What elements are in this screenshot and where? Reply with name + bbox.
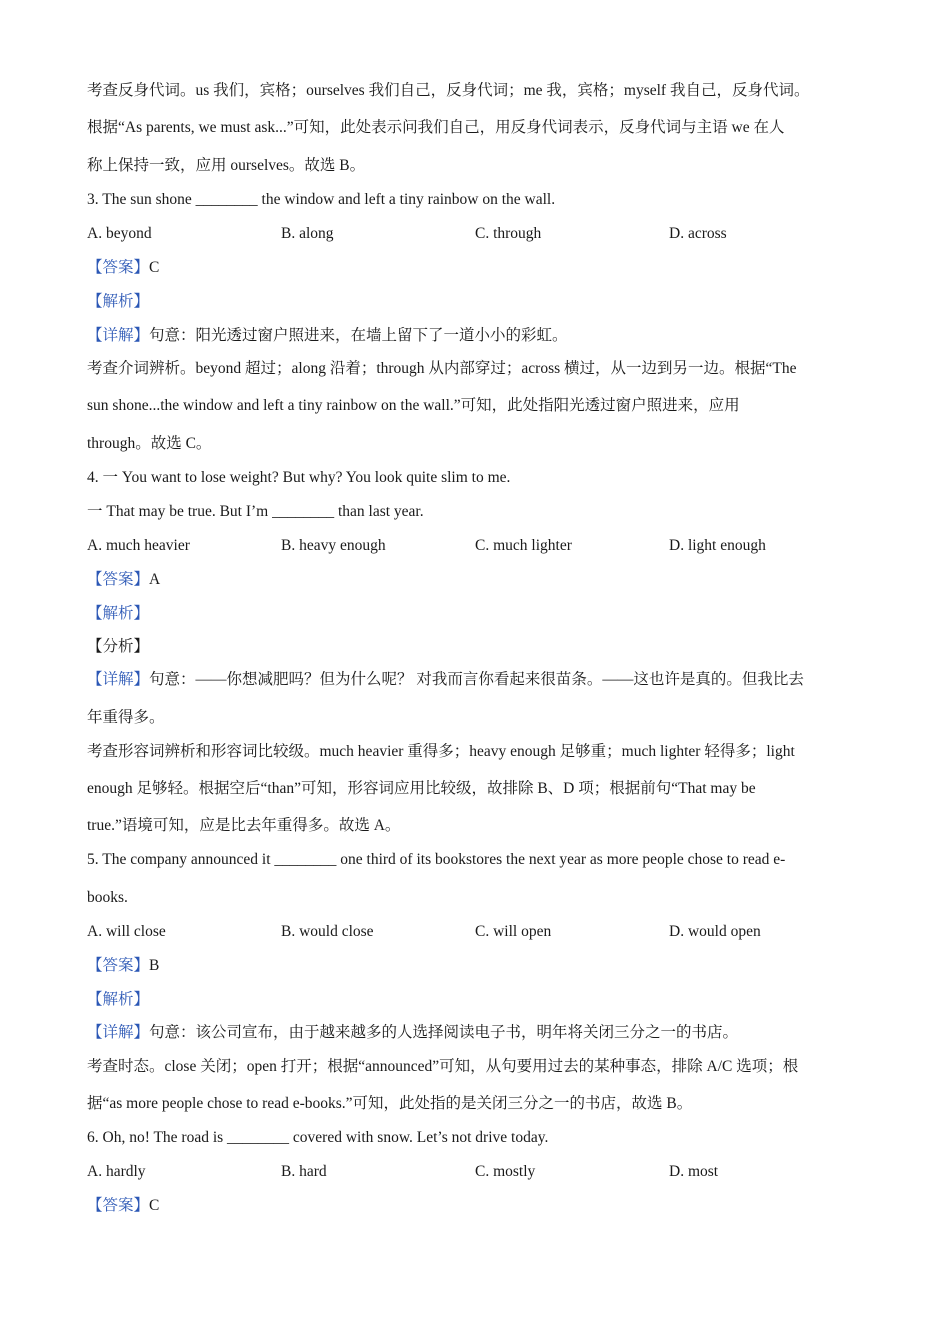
answer-tag: 【答案】 xyxy=(87,571,150,588)
q3-explanation-line-1: 考查介词辨析。beyond 超过；along 沿着；through 从内部穿过；across 横过，从一边到另一边。根据“The xyxy=(87,360,797,377)
q3-explanation-line-2: sun shone...the window and left a tiny rainbow on the wall.”可知，此处指阳光透过窗户照进来，应用 xyxy=(87,397,740,414)
q4-analysis-tag: 【解析】 xyxy=(87,605,150,622)
answer-tag: 【答案】 xyxy=(87,957,150,974)
answer-tag: 【答案】 xyxy=(87,259,150,276)
q5-answer xyxy=(87,956,159,976)
q6-option-a: A. hardly xyxy=(87,1163,146,1180)
q4-option-d: D. light enough xyxy=(669,537,766,554)
q4-detail-line-2: 年重得多。 xyxy=(87,709,165,726)
q5-stem-line-1: 5. The company announced it ________ one third of its bookstores the next year as more people chose to read e- xyxy=(87,851,786,868)
q4-option-b: B. heavy enough xyxy=(281,537,386,554)
q5-explanation-line-1: 考查时态。close 关闭；open 打开；根据“announced”可知，从句要用过去的某种事态，排除 A/C 选项；根 xyxy=(87,1058,799,1075)
q4-detail xyxy=(87,670,804,690)
q5-explanation-line-2: 据“as more people chose to read e-books.”可知，此处指的是关闭三分之一的书店，故选 B。 xyxy=(87,1095,693,1112)
q5-detail xyxy=(87,1023,738,1043)
q4-detail-text: 句意：——你想减肥吗？但为什么呢？ 对我而言你看起来很苗条。——这也许是真的。但我比去 xyxy=(149,671,804,688)
q4-option-a: A. much heavier xyxy=(87,537,190,554)
q5-stem-line-2: books. xyxy=(87,889,128,906)
q5-detail-text: 句意：该公司宣布，由于越来越多的人选择阅读电子书，明年将关闭三分之一的书店。 xyxy=(149,1024,739,1041)
q3-option-d: D. across xyxy=(669,225,727,242)
q4-answer xyxy=(87,570,160,590)
q5-option-d: D. would open xyxy=(669,923,761,940)
q5-option-a: A. will close xyxy=(87,923,166,940)
q4-stem-line-2: 一 That may be true. But I’m ________ than last year. xyxy=(87,503,424,520)
q4-answer-value: A xyxy=(149,571,161,588)
q4-explanation-line-2: enough 足够轻。根据空后“than”可知，形容词应用比较级，故排除 B、D 项；根据前句“That may be xyxy=(87,780,756,797)
q3-answer-value: C xyxy=(149,259,160,276)
q4-explanation-line-3: true.”语境可知，应是比去年重得多。故选 A。 xyxy=(87,817,401,834)
q6-option-b: B. hard xyxy=(281,1163,327,1180)
q3-answer xyxy=(87,258,159,278)
q3-option-a: A. beyond xyxy=(87,225,152,242)
q6-option-d: D. most xyxy=(669,1163,719,1180)
q6-option-c: C. mostly xyxy=(475,1163,536,1180)
q2-explanation-line-3: 称上保持一致，应用 ourselves。故选 B。 xyxy=(87,157,366,174)
q6-answer xyxy=(87,1196,159,1216)
q3-detail xyxy=(87,326,568,346)
q4-fenxi-tag: 【分析】 xyxy=(87,638,150,655)
q5-option-b: B. would close xyxy=(281,923,374,940)
q4-stem-line-1: 4. 一 You want to lose weight? But why? You look quite slim to me. xyxy=(87,469,511,486)
detail-tag: 【详解】 xyxy=(87,1024,150,1041)
q3-analysis-tag: 【解析】 xyxy=(87,293,150,310)
q3-option-c: C. through xyxy=(475,225,542,242)
q5-answer-value: B xyxy=(149,957,160,974)
q2-explanation-line-2: 根据“As parents, we must ask...”可知，此处表示问我们自己，用反身代词表示，反身代词与主语 we 在人 xyxy=(87,119,785,136)
q5-option-c: C. will open xyxy=(475,923,552,940)
q3-explanation-line-3: through。故选 C。 xyxy=(87,435,212,452)
q6-stem: 6. Oh, no! The road is ________ covered with snow. Let’s not drive today. xyxy=(87,1129,549,1146)
detail-tag: 【详解】 xyxy=(87,327,150,344)
q2-explanation-line-1: 考查反身代词。us 我们，宾格；ourselves 我们自己，反身代词；me 我，宾格；myself 我自己，反身代词。 xyxy=(87,82,810,99)
q4-explanation-line-1: 考查形容词辨析和形容词比较级。much heavier 重得多；heavy enough 足够重；much lighter 轻得多；light xyxy=(87,743,795,760)
q5-analysis-tag: 【解析】 xyxy=(87,991,150,1008)
detail-tag: 【详解】 xyxy=(87,671,150,688)
q3-stem: 3. The sun shone ________ the window and left a tiny rainbow on the wall. xyxy=(87,191,556,208)
q3-detail-text: 句意：阳光透过窗户照进来，在墙上留下了一道小小的彩虹。 xyxy=(149,327,568,344)
q3-option-b: B. along xyxy=(281,225,334,242)
answer-tag: 【答案】 xyxy=(87,1197,150,1214)
q6-answer-value: C xyxy=(149,1197,160,1214)
q4-option-c: C. much lighter xyxy=(475,537,572,554)
